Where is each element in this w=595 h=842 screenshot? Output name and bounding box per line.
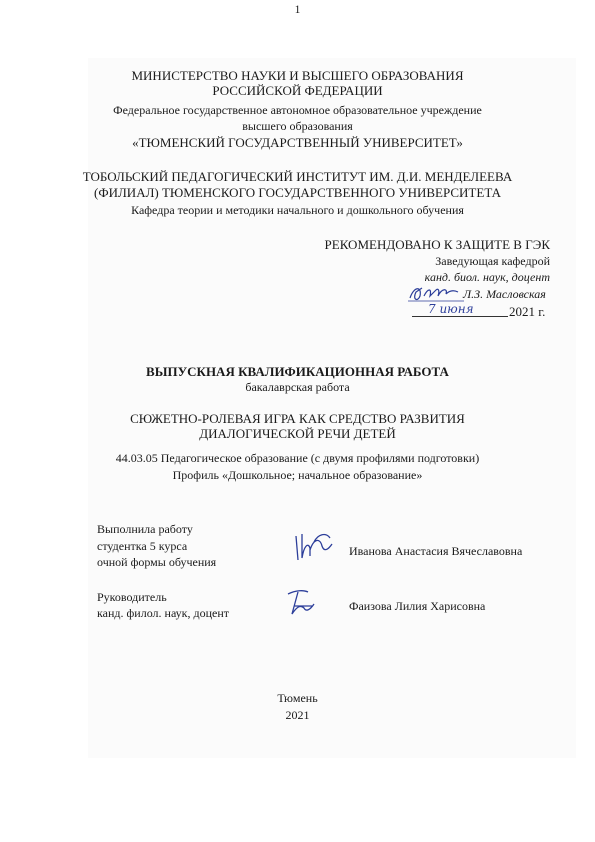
study-profile: Профиль «Дошкольное; начальное образование» [172, 468, 423, 482]
head-name: Л.З. Масловская [463, 287, 546, 301]
ministry-line-2: РОССИЙСКОЙ ФЕДЕРАЦИИ [212, 83, 383, 98]
head-degree: канд. биол. наук, доцент [424, 270, 550, 284]
work-type: ВЫПУСКНАЯ КВАЛИФИКАЦИОННАЯ РАБОТА [146, 364, 449, 379]
study-direction: 44.03.05 Педагогическое образование (с двумя профилями подготовки) [115, 451, 480, 465]
footer-city: Тюмень [277, 691, 318, 705]
institute-line-2: (ФИЛИАЛ) ТЮМЕНСКОГО ГОСУДАРСТВЕННОГО УНИВЕРСИТЕТА [94, 185, 501, 200]
recommended-heading: РЕКОМЕНДОВАНО К ЗАЩИТЕ В ГЭК [324, 237, 550, 252]
supervisor-name: Фаизова Лилия Харисовна [349, 599, 486, 613]
department-name: Кафедра теории и методики начального и дошкольного обучения [131, 203, 464, 217]
author-label-line-1: Выполнила работу [97, 522, 193, 536]
supervisor-label-line-2: канд. филол. наук, доцент [97, 606, 230, 620]
handwritten-date: 7 июня [428, 302, 474, 316]
work-subtype: бакалаврская работа [245, 380, 350, 394]
ministry-line-1: МИНИСТЕРСТВО НАУКИ И ВЫСШЕГО ОБРАЗОВАНИЯ [131, 68, 464, 83]
head-signature-icon [408, 282, 464, 304]
work-title-line-1: СЮЖЕТНО-РОЛЕВАЯ ИГРА КАК СРЕДСТВО РАЗВИТИЯ [130, 411, 465, 426]
author-label-line-3: очной формы обучения [97, 555, 217, 569]
author-name: Иванова Анастасия Вячеславовна [349, 544, 523, 558]
institution-type-line-1: Федеральное государственное автономное образовательное учреждение [113, 103, 482, 117]
supervisor-label-line-1: Руководитель [97, 590, 167, 604]
author-signature-icon [292, 528, 336, 566]
date-underline [412, 316, 508, 317]
institution-type-line-2: высшего образования [242, 119, 353, 133]
university-name: «ТЮМЕНСКИЙ ГОСУДАРСТВЕННЫЙ УНИВЕРСИТЕТ» [132, 135, 463, 150]
institute-line-1: ТОБОЛЬСКИЙ ПЕДАГОГИЧЕСКИЙ ИНСТИТУТ ИМ. Д.И. МЕНДЕЛЕЕВА [82, 169, 513, 184]
author-label-line-2: студентка 5 курса [97, 539, 188, 553]
page-number: 1 [294, 4, 301, 16]
head-title: Заведующая кафедрой [435, 254, 550, 268]
work-title-line-2: ДИАЛОГИЧЕСКОЙ РЕЧИ ДЕТЕЙ [199, 426, 396, 441]
supervisor-signature-icon [282, 586, 322, 620]
approval-year: 2021 г. [509, 304, 546, 319]
footer-year: 2021 [285, 708, 310, 722]
scanned-sheet [88, 58, 576, 758]
